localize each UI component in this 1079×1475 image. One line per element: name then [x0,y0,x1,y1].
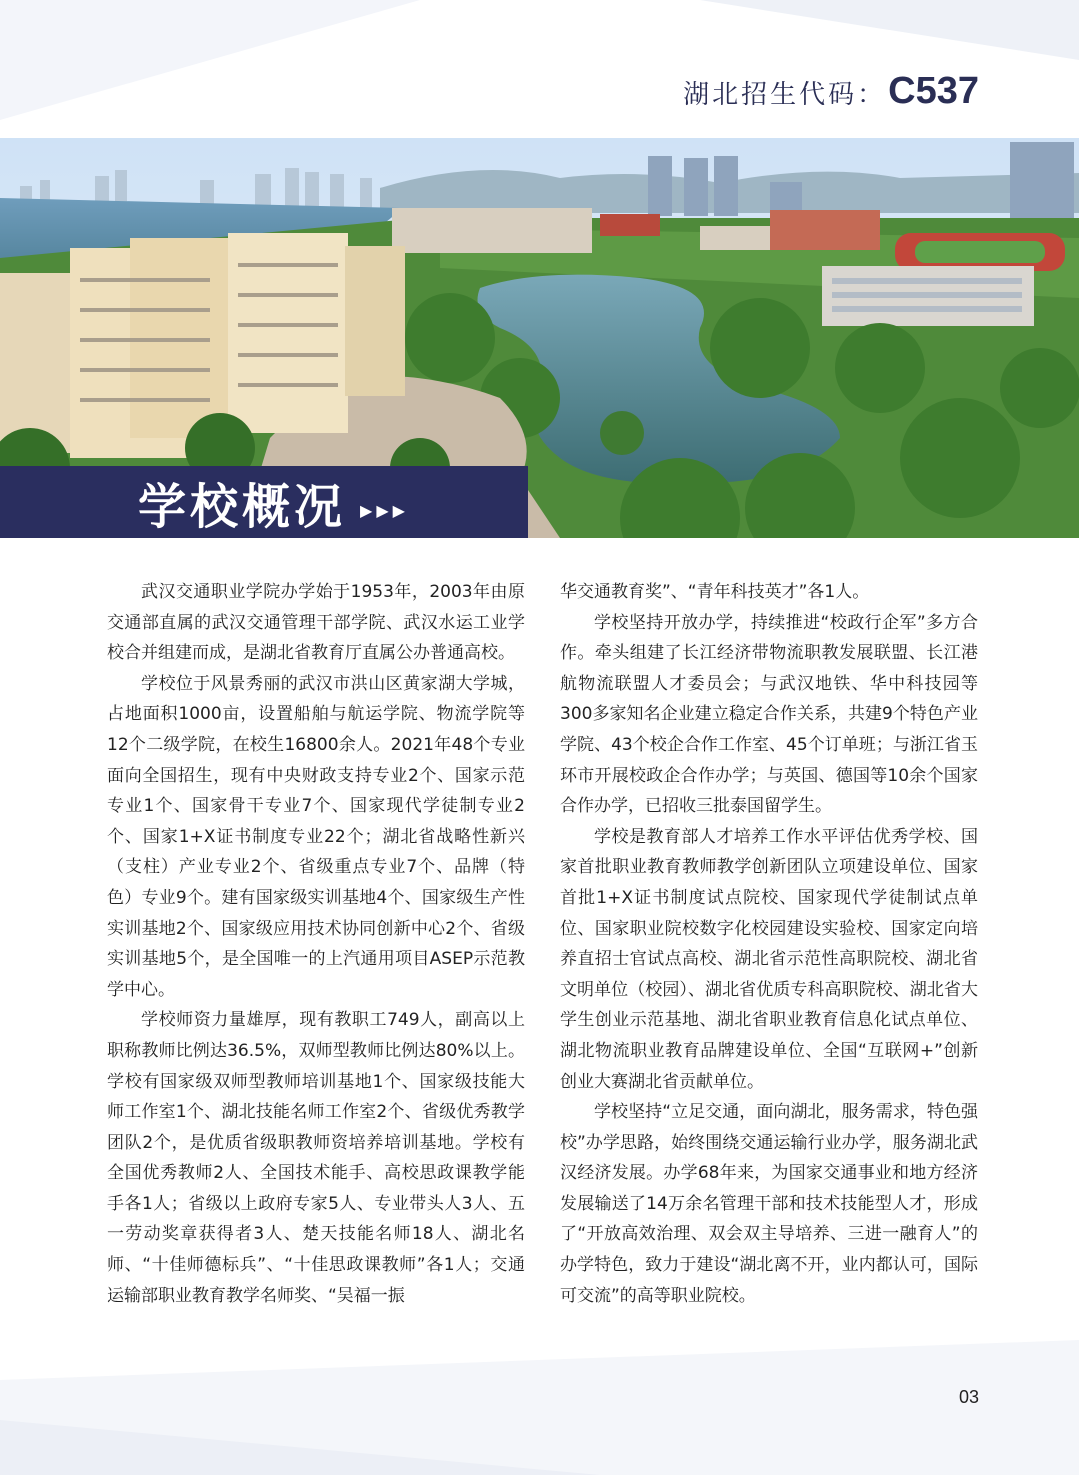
right-column [560,577,978,1311]
admission-code [683,70,979,113]
paragraph: 学校坚持“立足交通，面向湖北，服务需求，特色强校”办学思路，始终围绕交通运输行业办学，服务湖北武汉经济发展。办学68年来，为国家交通事业和地方经济发展输送了14万余名管理干部和技术技能型人才，形成了“开放高效治理、双会双主导培养、三进一融育人”的办学特色，致力于建设“湖北离不开，业内都认可，国际可交流”的高等职业院校。 [560,1102,978,1306]
section-title: 学校概况 [138,478,347,535]
left-column [107,577,525,1311]
paragraph: 武汉交通职业学院办学始于1953年，2003年由原交通部直属的武汉交通管理干部学院、武汉水运工业学校合并组建而成，是湖北省教育厅直属公办普通高校。 [107,582,525,664]
paragraph: 华交通教育奖”、“青年科技英才”各1人。 [560,582,870,602]
arrow-icons: ▶▶▶ [360,500,409,520]
paragraph: 学校是教育部人才培养工作水平评估优秀学校、国家首批职业教育教师教学创新团队立项建设单位、国家首批1+X证书制度试点院校、国家现代学徒制试点单位、国家职业院校数字化校园建设实验校、国家定向培养直招士官试点高校、湖北省示范性高职院校、湖北省文明单位（校园）、湖北省优质专科高职院校、湖北省大学生创业示范基地、湖北省职业教育信息化试点单位、湖北物流职业教育品牌建设单位、全国“互联网+”创新创业大赛湖北省贡献单位。 [560,826,978,1092]
admission-code-value: C537 [888,70,979,112]
admission-code-label: 湖北招生代码： [683,80,887,110]
section-header [0,466,528,538]
paragraph: 学校位于风景秀丽的武汉市洪山区黄家湖大学城，占地面积1000亩，设置船舶与航运学院、物流学院等12个二级学院，在校生16800余人。2021年48个专业面向全国招生，现有中央财政支持专业2个、国家示范专业1个、国家骨干专业7个、国家现代学徒制专业2个、国家1+X证书制度专业22个；湖北省战略性新兴（支柱）产业专业2个、省级重点专业7个、品牌（特色）专业9个。建有国家级实训基地4个、国家级生产性实训基地2个、国家级应用技术协同创新中心2个、省级实训基地5个，是全国唯一的上汽通用项目ASEP示范教学中心。 [107,673,525,1000]
paragraph: 学校坚持开放办学，持续推进“校政行企军”多方合作。牵头组建了长江经济带物流职教发展联盟、长江港航物流联盟人才委员会；与武汉地铁、华中科技园等300多家知名企业建立稳定合作关系，共建9个特色产业学院、43个校企合作工作室、45个订单班；与浙江省玉环市开展校政企合作办学；与英国、德国等10余个国家合作办学，已招收三批泰国留学生。 [560,612,978,817]
paragraph: 学校师资力量雄厚，现有教职工749人，副高以上职称教师比例达36.5%，双师型教师比例达80%以上。学校有国家级双师型教师培训基地1个、国家级技能大师工作室1个、湖北技能名师工作室2个、省级优秀教学团队2个，是优质省级职教师资培养培训基地。学校有全国优秀教师2人、全国技术能手、高校思政课教学能手各1人；省级以上政府专家5人、专业带头人3人、五一劳动奖章获得者3人、楚天技能名师18人、湖北名师、“十佳师德标兵”、“十佳思政课教师”各1人；交通运输部职业教育教学名师奖、“吴福一振 [107,1010,525,1306]
page-number: 03 [958,1387,979,1407]
